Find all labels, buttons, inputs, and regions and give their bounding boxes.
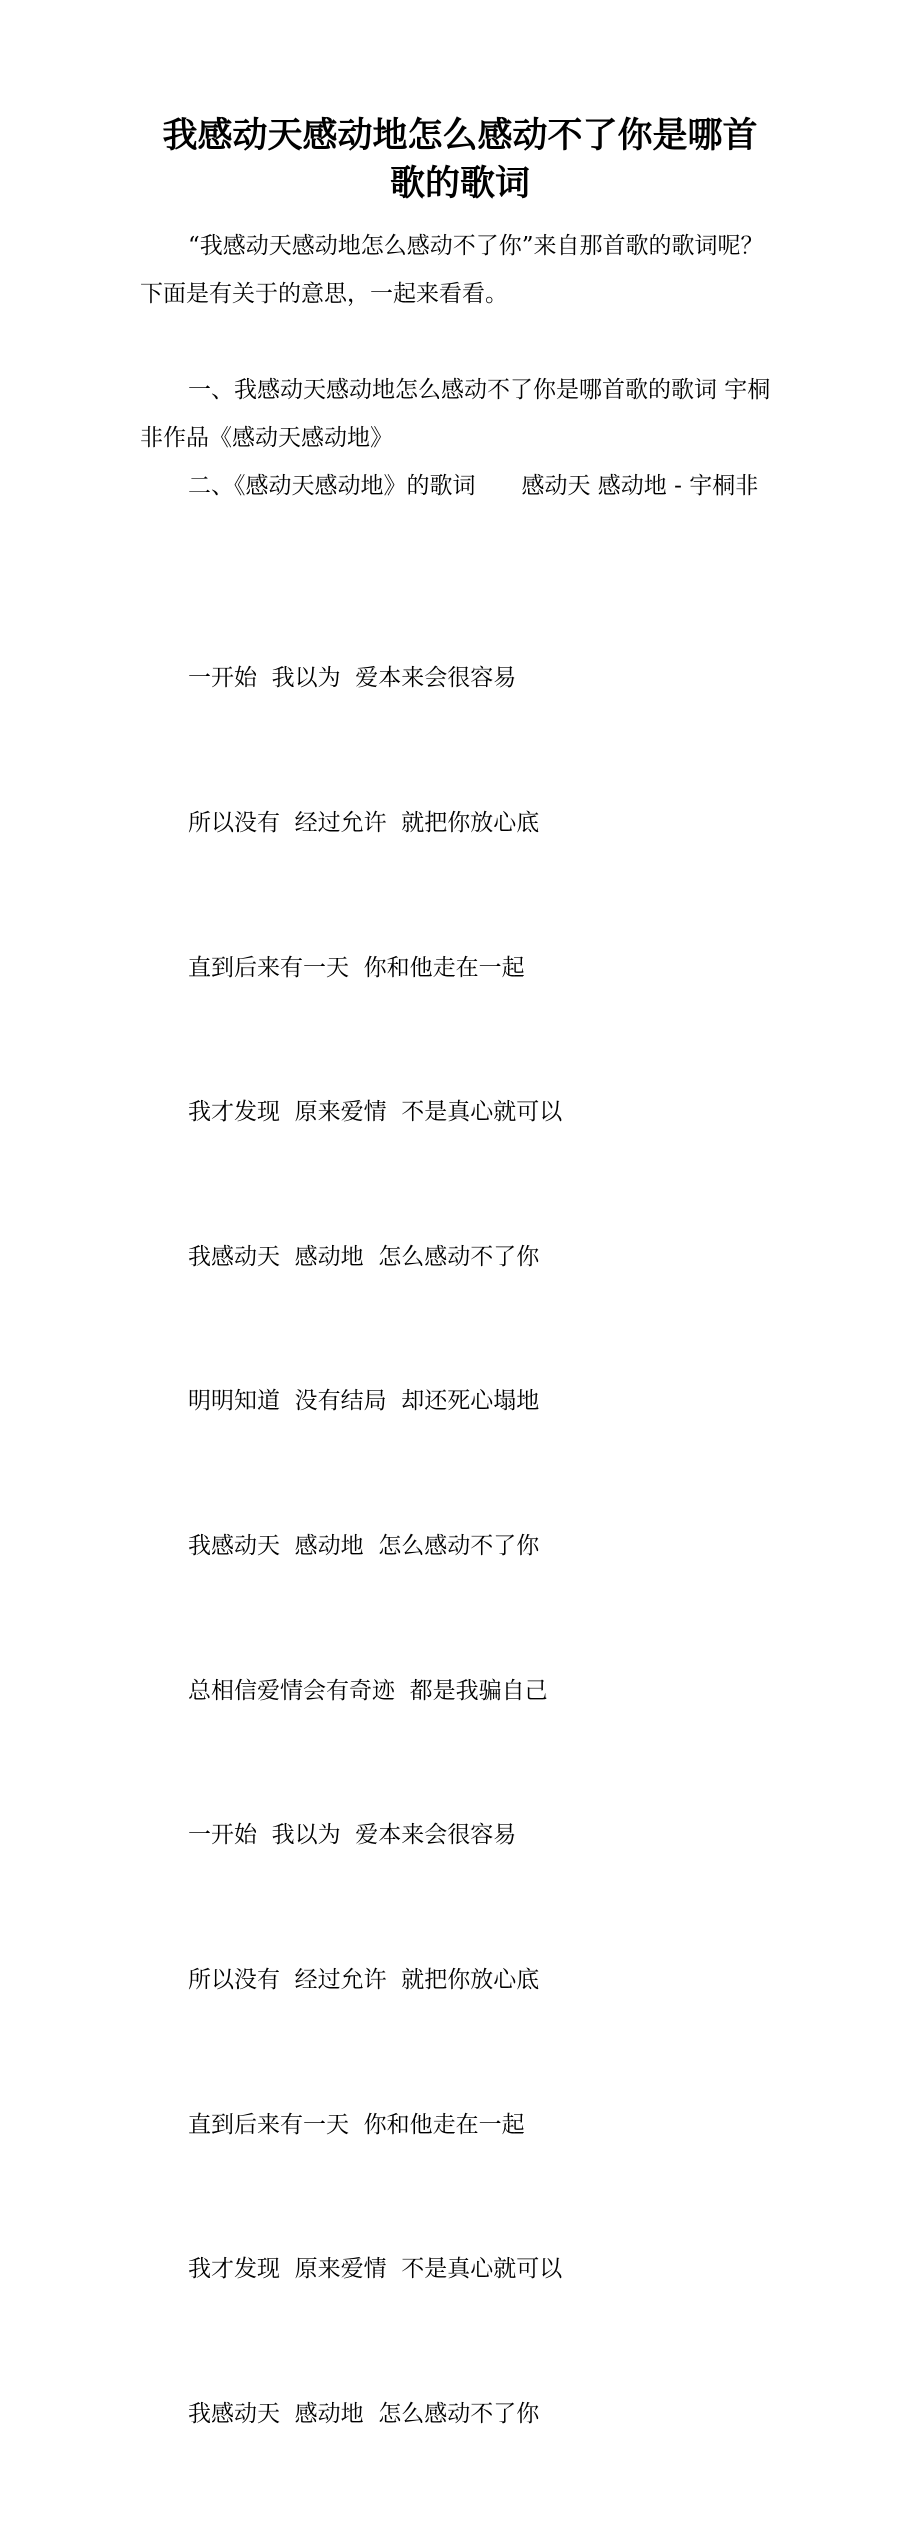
title-line-2: 歌的歌词 xyxy=(389,163,530,204)
lyric-line: 直到后来有一天 你和他走在一起 xyxy=(188,954,525,981)
lyric-line: 所以没有 经过允许 就把你放心底 xyxy=(188,1966,540,1993)
section-1-paragraph: 一、我感动天感动地怎么感动不了你是哪首歌的歌词 宇桐非作品《感动天感动地》 xyxy=(140,377,771,451)
lyric-line: 所以没有 经过允许 就把你放心底 xyxy=(188,810,540,837)
lyric-line: 我感动天 感动地 怎么感动不了你 xyxy=(188,1243,540,1270)
title-line-1: 我感动天感动地怎么感动不了你是哪首 xyxy=(162,115,758,156)
page-title xyxy=(100,112,820,208)
section-2-paragraph: 二、《感动天感动地》的歌词 感动天 感动地 - 宇桐非 xyxy=(188,473,759,499)
lyrics-list xyxy=(188,558,562,2534)
lyric-line: 总相信爱情会有奇迹 都是我骗自己 xyxy=(188,1677,548,1704)
intro-paragraph: “我感动天感动地怎么感动不了你”来自那首歌的歌词呢？下面是有关于的意思，一起来看看。 xyxy=(140,233,764,307)
lyric-line: 明明知道 没有结局 却还死心塌地 xyxy=(188,1388,540,1415)
lyric-line: 我才发现 原来爱情 不是真心就可以 xyxy=(188,2256,563,2283)
lyric-line: 我才发现 原来爱情 不是真心就可以 xyxy=(188,1099,563,1126)
lyric-line: 直到后来有一天 你和他走在一起 xyxy=(188,2111,525,2138)
lyric-line: 我感动天 感动地 怎么感动不了你 xyxy=(188,1533,540,1560)
lyric-line: 一开始 我以为 爱本来会很容易 xyxy=(188,665,517,692)
lyric-line: 我感动天 感动地 怎么感动不了你 xyxy=(188,2400,540,2427)
lyric-line: 一开始 我以为 爱本来会很容易 xyxy=(188,1822,517,1849)
